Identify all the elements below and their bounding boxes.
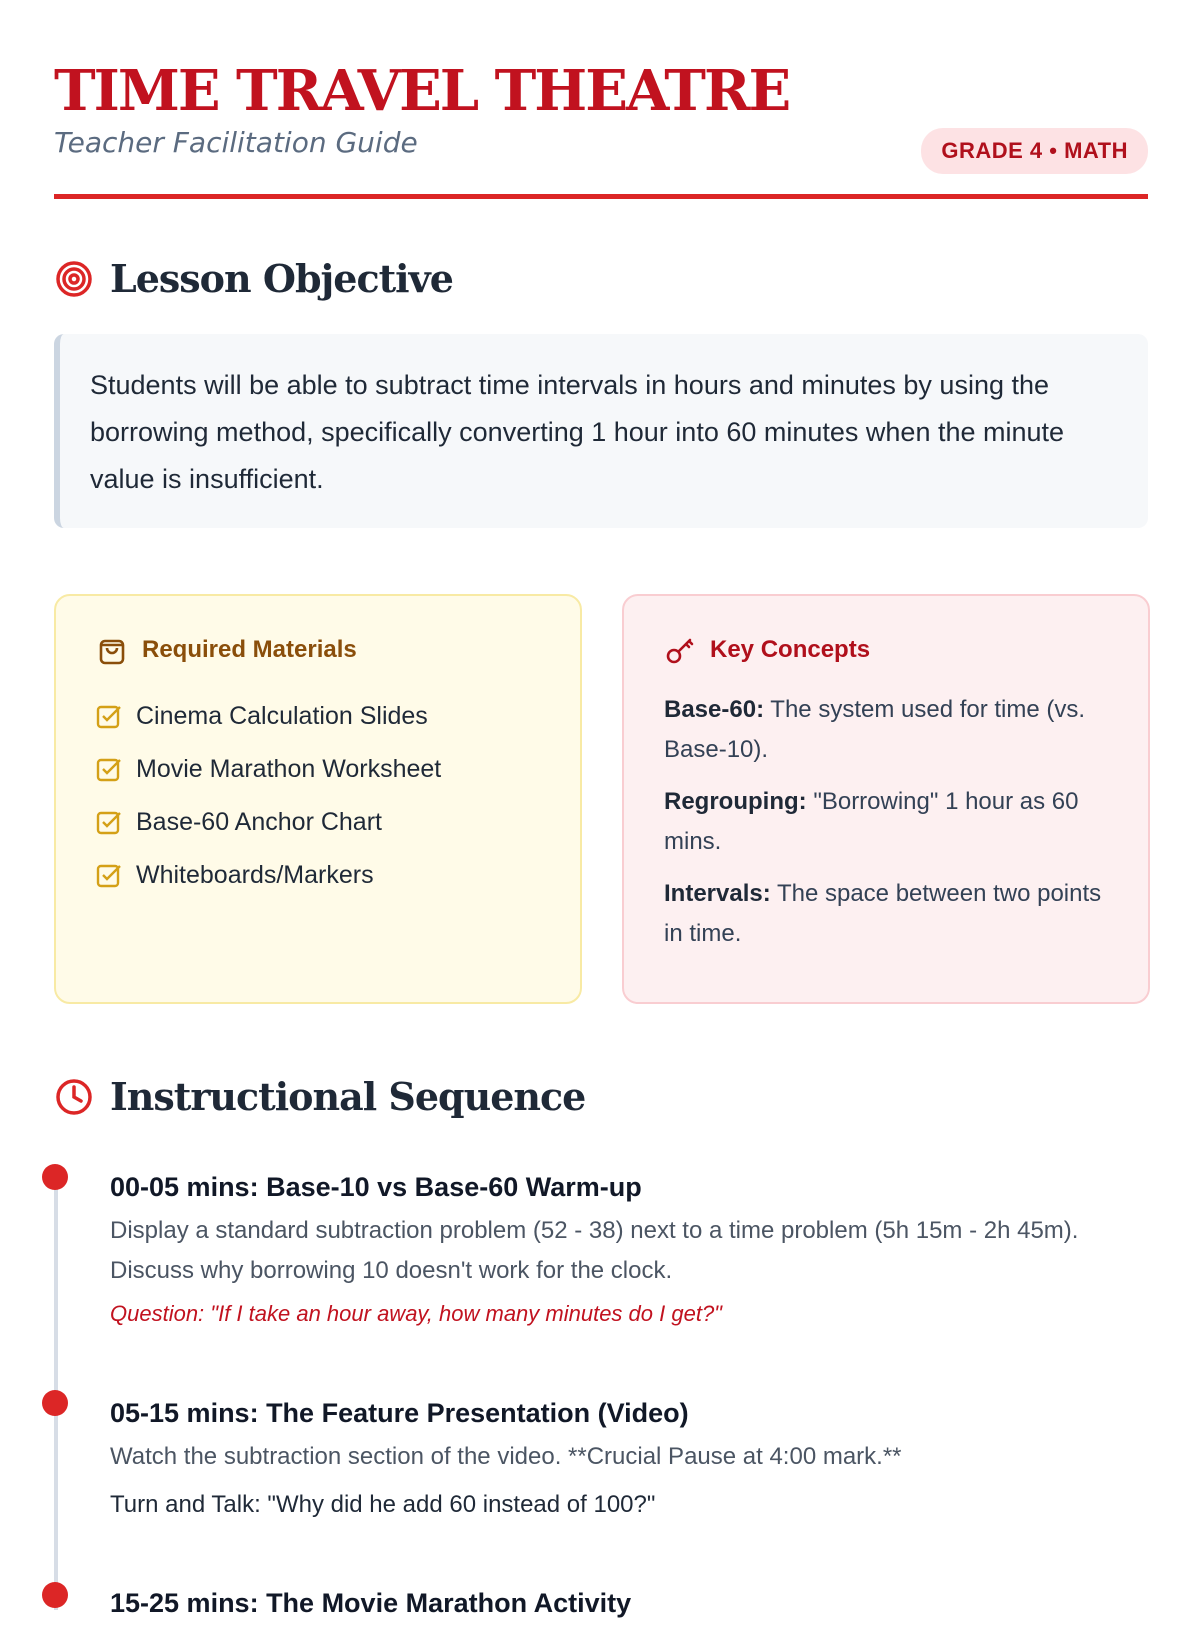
concept-term: Intervals: — [664, 880, 771, 907]
check-square-icon — [96, 757, 122, 783]
material-item — [96, 849, 540, 902]
check-square-icon — [96, 810, 122, 836]
check-square-icon — [96, 704, 122, 730]
concepts-heading-row — [664, 634, 1108, 666]
step-question: Question: "If I take an hour away, how many minutes do I get?" — [110, 1301, 722, 1326]
sequence-step — [110, 1398, 1150, 1519]
material-label: Movie Marathon Worksheet — [136, 755, 442, 783]
clock-icon — [54, 1077, 94, 1117]
step-turn-and-talk: Turn and Talk: "Why did he add 60 instead of 100?" — [110, 1491, 656, 1518]
shopping-bag-icon — [96, 634, 128, 666]
timeline-dot — [42, 1582, 68, 1608]
concept-item — [664, 782, 1108, 862]
page-subtitle: Teacher Facilitation Guide — [54, 126, 418, 159]
concepts-heading: Key Concepts — [710, 636, 871, 663]
material-item — [96, 690, 540, 743]
concept-item — [664, 874, 1108, 954]
page-header — [54, 58, 1148, 163]
objective-heading: Lesson Objective — [110, 256, 453, 301]
material-item — [96, 796, 540, 849]
material-item — [96, 743, 540, 796]
materials-heading-row — [96, 634, 540, 666]
materials-heading: Required Materials — [142, 636, 357, 663]
sequence-step — [110, 1588, 1150, 1627]
target-icon — [54, 259, 94, 299]
objective-heading-row — [54, 256, 453, 301]
sequence-step — [110, 1172, 1150, 1327]
step-title: 15-25 mins: The Movie Marathon Activity — [110, 1588, 632, 1618]
materials-card — [54, 594, 582, 1004]
concept-term: Base-60: — [664, 696, 765, 723]
grade-badge: GRADE 4 • MATH — [921, 128, 1148, 174]
check-square-icon — [96, 863, 122, 889]
sequence-heading: Instructional Sequence — [110, 1074, 586, 1119]
step-title: 00-05 mins: Base-10 vs Base-60 Warm-up — [110, 1172, 642, 1202]
objective-box: Students will be able to subtract time intervals in hours and minutes by using the borrowing method, specifically converting 1 hour into 60 minutes when the minute value is insufficient. — [54, 334, 1148, 528]
timeline-dot — [42, 1164, 68, 1190]
concept-definition: The system used for time (vs. Base-10). — [664, 696, 1086, 763]
material-label: Base-60 Anchor Chart — [136, 808, 382, 836]
concept-term: Regrouping: — [664, 788, 807, 815]
concepts-card — [622, 594, 1150, 1004]
sequence-heading-row — [54, 1074, 585, 1119]
material-label: Whiteboards/Markers — [136, 861, 374, 889]
material-label: Cinema Calculation Slides — [136, 702, 428, 730]
step-title: 05-15 mins: The Feature Presentation (Video) — [110, 1398, 689, 1428]
concept-item — [664, 690, 1108, 770]
step-description: Display a standard subtraction problem (52 - 38) next to a time problem (5h 15m - 2h 45m). Discuss why borrowing 10 doesn't work for the clock. — [110, 1217, 1079, 1284]
page-title: TIME TRAVEL THEATRE — [54, 58, 790, 124]
step-description: Watch the subtraction section of the video. **Crucial Pause at 4:00 mark.** — [110, 1443, 902, 1470]
concept-definition: The space between two points in time. — [664, 880, 1102, 947]
key-icon — [664, 634, 696, 666]
header-divider — [54, 194, 1148, 199]
timeline-dot — [42, 1390, 68, 1416]
concept-definition: "Borrowing" 1 hour as 60 mins. — [664, 788, 1079, 855]
